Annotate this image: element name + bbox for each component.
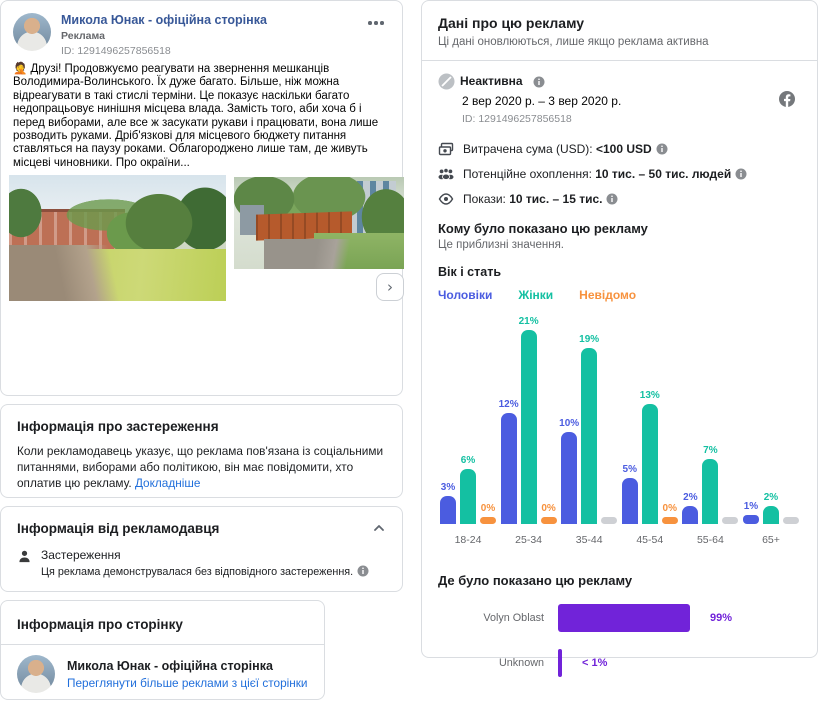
card-title: Інформація про застереження	[17, 419, 219, 434]
data-card-subtitle: Ці дані оновлюються, лише якщо реклама активна	[438, 36, 709, 48]
bar-value-label: 2%	[763, 492, 779, 503]
person-icon	[17, 549, 33, 578]
ad-id: ID: 1291496257856518	[61, 45, 171, 57]
bar-value-label: 12%	[498, 399, 519, 410]
audience-section-title: Кому було показано цю рекламу	[438, 221, 648, 236]
avatar	[17, 655, 55, 693]
category-label: 18-24	[454, 534, 482, 546]
ad-header	[1, 1, 402, 57]
location-label: Volyn Oblast	[483, 612, 544, 624]
location-row-Volyn Oblast	[438, 604, 801, 632]
legend-item: Чоловіки	[438, 288, 493, 302]
carousel-next-button[interactable]	[376, 273, 404, 301]
bar-group-65+	[743, 314, 799, 546]
divider	[422, 60, 817, 61]
bar-Чоловіки-55-64	[682, 506, 698, 524]
category-label: 35-44	[575, 534, 603, 546]
metrics	[438, 141, 801, 207]
reach-row	[438, 166, 801, 182]
bar-Чоловіки-35-44	[561, 432, 577, 524]
location-value-label: 99%	[710, 612, 733, 624]
disclaimer-body: Коли рекламодавець указує, що реклама пов'язана із соціальними питаннями, виборами або політикою, він має повідомити, хто оплатив цю рекламу.	[17, 444, 384, 490]
legend-item: Невідомо	[579, 288, 637, 302]
path	[264, 239, 350, 269]
bar-Невідомо-35-44	[601, 517, 617, 524]
collapse-section-button[interactable]	[372, 521, 388, 537]
ad-text	[1, 57, 402, 170]
ad-image-2	[234, 177, 404, 269]
legend-item: Жінки	[518, 288, 554, 302]
status-block	[438, 73, 801, 125]
status-row	[438, 73, 801, 89]
age-gender-legend	[438, 288, 801, 302]
people-icon	[438, 166, 454, 182]
ad-data-card	[421, 0, 818, 669]
category-label: 55-64	[696, 534, 724, 546]
learn-more-link[interactable]: Докладніше	[134, 476, 201, 490]
bar-value-label: 21%	[518, 316, 539, 327]
disclaimer-text	[17, 443, 386, 491]
bar-Жінки-45-54	[642, 404, 658, 524]
spend-value: <100 USD	[595, 142, 652, 156]
chevron-right-icon: ›	[387, 278, 393, 297]
bar-Невідомо-55-64	[722, 517, 738, 524]
info-icon[interactable]	[656, 143, 668, 155]
spend-label: Витрачена сума (USD):	[463, 142, 596, 156]
page-row	[1, 645, 324, 703]
card-title: Інформація від рекламодавця	[17, 521, 220, 536]
bar-Невідомо-45-54	[662, 517, 678, 524]
bar-Жінки-35-44	[581, 348, 597, 524]
disclaimer-texts	[41, 548, 369, 578]
bar-value-label: 0%	[662, 503, 678, 514]
category-label: 45-54	[636, 534, 664, 546]
ellipsis-icon	[380, 21, 384, 25]
age-gender-chart-title: Вік і стать	[438, 265, 502, 279]
ad-type-label: Реклама	[61, 30, 105, 42]
bar-value-label: 5%	[622, 464, 638, 475]
date-range: 2 вер 2020 р. – 3 вер 2020 р.	[462, 94, 622, 108]
disclaimer-title: Застереження	[41, 548, 121, 562]
category-label: 25-34	[515, 534, 543, 546]
page-info-header	[1, 601, 324, 645]
ad-text-content: Друзі! Продовжуємо реагувати на звернення мешканців Володимира-Волинського. Їх дуже багато. Більше, ніж можна відреагувати в такі стислі терміни. Це показує наскільки багато недопрацьовує нинішня місцева влада. Замість того, аби хоча б і перед виборами, але все ж засукати рукави і працювати, вона лише розводить руками. Дріб'язкові для місцевого бюджету питання ставляться на паузу роками. Облагороджено лише там, де живуть місцеві чиновники. Про окраїни...	[13, 63, 379, 169]
bar-Чоловіки-45-54	[622, 478, 638, 524]
bar-value-label: 3%	[440, 482, 456, 493]
impressions-value: 10 тис. – 15 тис.	[509, 192, 603, 206]
bar-Невідомо-65+	[783, 517, 799, 524]
see-more-ads-link[interactable]: Переглянути більше реклами з цієї сторінки	[67, 675, 308, 690]
bar-value-label: 13%	[639, 390, 660, 401]
page-name: Микола Юнак - офіційна сторінка	[67, 658, 273, 673]
bar-group-55-64	[682, 314, 738, 546]
bar-value-label: 7%	[703, 445, 718, 456]
chevron-up-icon	[372, 521, 386, 535]
bar-Жінки-25-34	[521, 330, 537, 524]
audience-section-subtitle: Це приблизні значення.	[438, 239, 565, 251]
data-card-title: Дані про цю рекламу	[438, 15, 585, 31]
banknotes-icon	[438, 141, 454, 157]
location-row-Unknown	[438, 649, 801, 677]
bar-value-label: 0%	[541, 503, 556, 514]
bar-Чоловіки-25-34	[501, 413, 517, 524]
bar-group-45-54	[622, 314, 678, 546]
spend-text	[463, 142, 668, 156]
card-title: Інформація про сторінку	[17, 617, 183, 632]
impressions-row	[438, 191, 801, 207]
location-value-label: < 1%	[582, 657, 608, 669]
advertiser-info-card	[0, 506, 403, 592]
bar-Жінки-18-24	[460, 469, 476, 524]
ad-image-carousel	[9, 175, 402, 305]
disclaimer-subtitle-text: Ця реклама демонструвалася без відповідного застереження.	[41, 566, 354, 578]
location-chart	[438, 604, 801, 677]
bar-value-label: 6%	[460, 455, 476, 466]
bar-value-label: 2%	[683, 492, 698, 503]
bar-Жінки-65+	[763, 506, 779, 524]
bar-group-18-24	[440, 314, 496, 546]
spend-row	[438, 141, 801, 157]
ellipsis-icon	[368, 21, 372, 25]
impressions-text	[463, 192, 618, 206]
dirt-path	[9, 245, 139, 301]
ellipsis-icon	[374, 21, 378, 25]
reach-text	[463, 167, 747, 181]
bar-group-35-44	[561, 314, 617, 546]
page-row-text	[67, 659, 308, 690]
info-icon[interactable]	[735, 168, 747, 180]
inactive-icon	[438, 73, 454, 89]
disclaimer-subtitle	[41, 565, 369, 578]
facepalm-emoji: 🤦	[13, 63, 28, 75]
reach-value: 10 тис. – 50 тис. людей	[595, 167, 732, 181]
age-gender-chart	[438, 314, 801, 546]
bar-Невідомо-25-34	[541, 517, 557, 524]
bar-Невідомо-18-24	[480, 517, 496, 524]
category-label: 65+	[762, 534, 780, 546]
info-icon[interactable]	[533, 75, 545, 87]
ad-preview-card	[0, 0, 403, 396]
bar-value-label: 0%	[480, 503, 496, 514]
avatar	[13, 13, 51, 51]
ad-header-text	[61, 13, 362, 57]
location-bar	[558, 649, 562, 677]
page-info-card	[0, 600, 325, 700]
location-section-title: Де було показано цю рекламу	[438, 573, 633, 588]
info-icon[interactable]	[606, 193, 618, 205]
more-options-button[interactable]	[362, 13, 390, 33]
ad-image-1	[9, 175, 226, 301]
bar-Чоловіки-18-24	[440, 496, 456, 524]
reach-label: Потенційне охоплення:	[463, 167, 596, 181]
disclaimer-row	[17, 548, 386, 578]
bar-value-label: 1%	[743, 501, 759, 512]
location-label: Unknown	[498, 657, 544, 669]
bar-value-label: 10%	[559, 418, 580, 429]
bar-group-25-34	[498, 314, 557, 546]
ad-id: ID: 1291496257856518	[462, 113, 572, 125]
disclaimer-info-card	[0, 404, 403, 498]
bar-value-label: 19%	[579, 334, 600, 345]
impressions-label: Покази:	[463, 192, 510, 206]
bar-Жінки-55-64	[702, 459, 718, 524]
status-label: Неактивна	[460, 74, 523, 88]
facebook-icon	[779, 91, 795, 112]
location-bar	[558, 604, 690, 632]
eye-icon	[438, 191, 454, 207]
bar-Чоловіки-65+	[743, 515, 759, 524]
info-icon[interactable]	[357, 565, 369, 577]
page-name-link[interactable]: Микола Юнак - офіційна сторінка	[61, 13, 267, 27]
